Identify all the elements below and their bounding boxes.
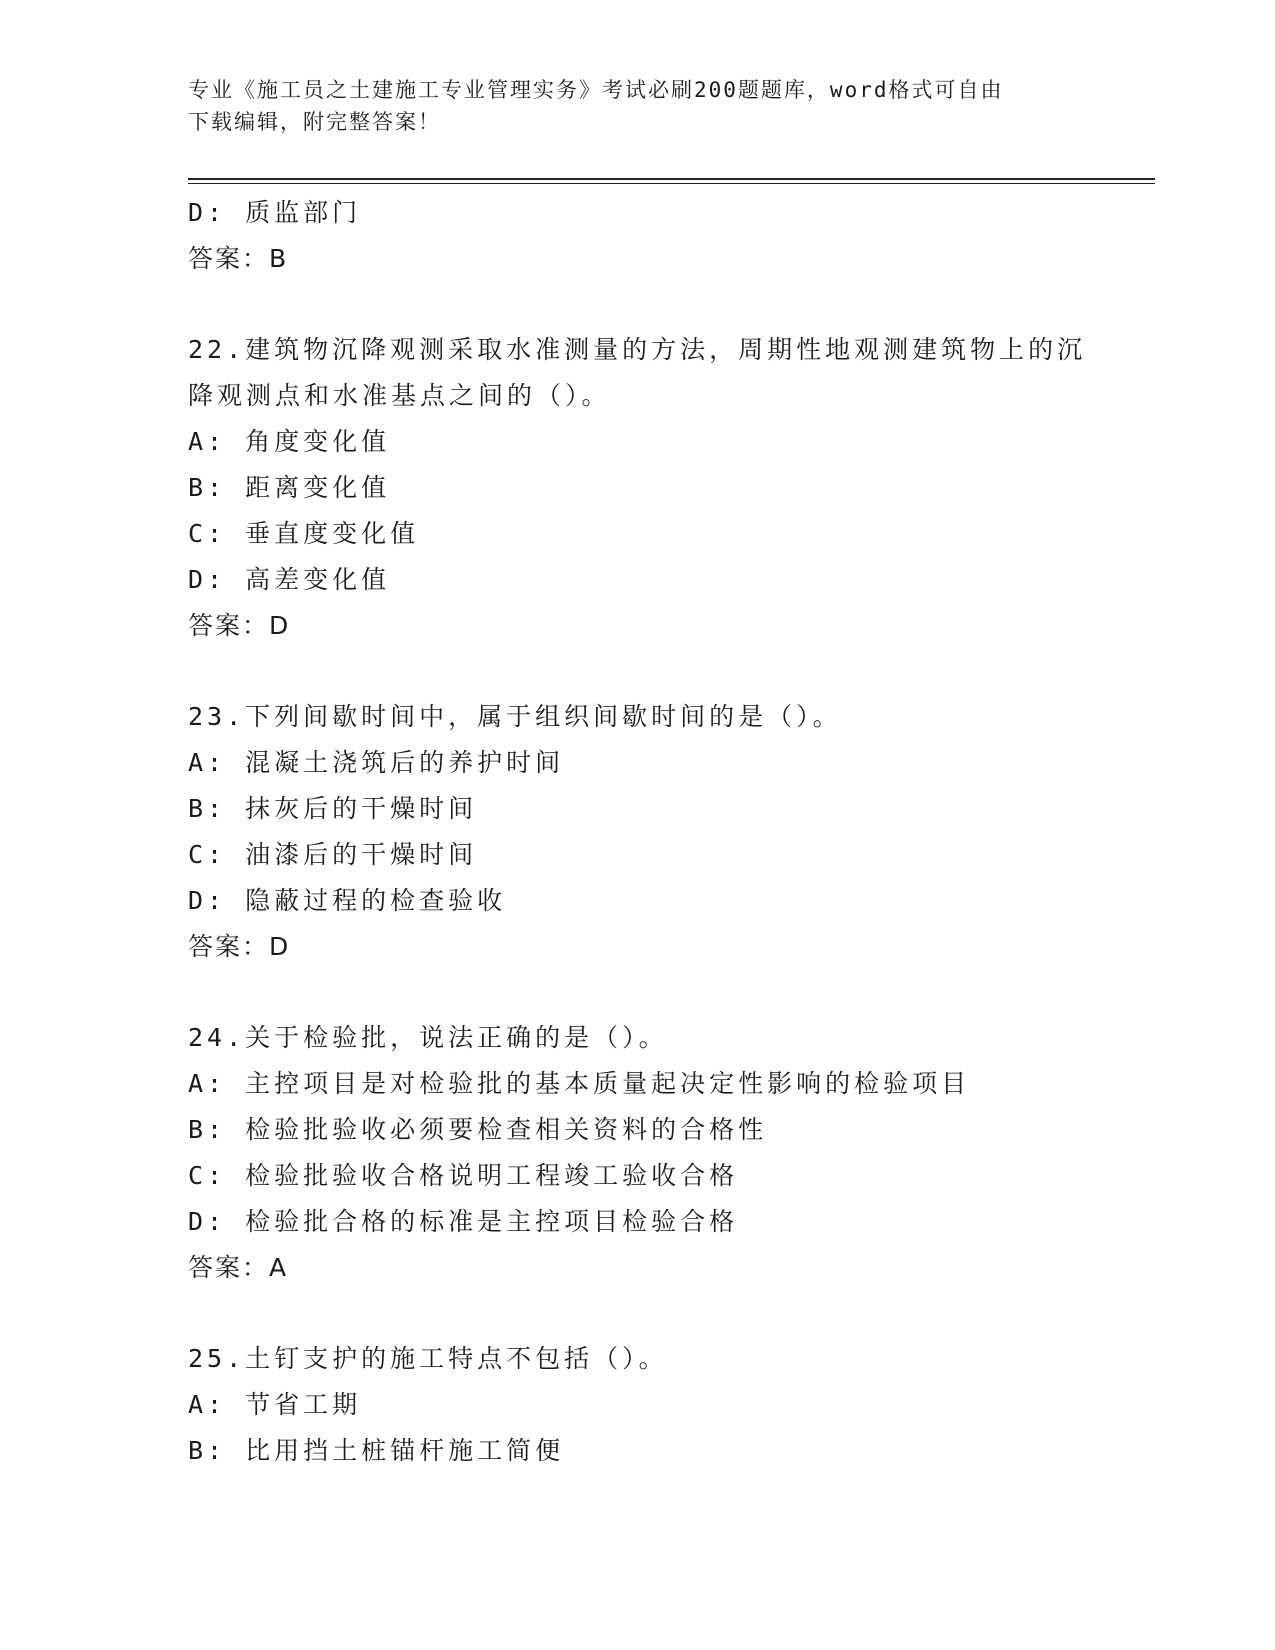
question-24 xyxy=(188,1015,1118,1291)
answer: 答案：B xyxy=(188,244,289,273)
header-line-2: 下载编辑，附完整答案！ xyxy=(188,110,441,134)
header-line-1: 专业《施工员之土建施工专业管理实务》考试必刷200题题库，word格式可自由 xyxy=(188,78,1004,102)
document-body xyxy=(188,190,1118,1474)
document-header xyxy=(188,74,1088,138)
answer: 答案：A xyxy=(188,1253,289,1282)
answer: 答案：D xyxy=(188,932,291,961)
question-21-tail xyxy=(188,190,1118,282)
question-stem: 24.关于检验批，说法正确的是（）。 xyxy=(188,1023,668,1052)
option-c: C: 垂直度变化值 xyxy=(188,519,420,548)
option-d: D: 质监部门 xyxy=(188,198,362,227)
question-stem: 25.土钉支护的施工特点不包括（）。 xyxy=(188,1344,668,1373)
question-23 xyxy=(188,694,1118,970)
question-22 xyxy=(188,327,1118,649)
option-a: A: 节省工期 xyxy=(188,1390,362,1419)
answer: 答案：D xyxy=(188,611,291,640)
option-d: D: 隐蔽过程的检查验收 xyxy=(188,886,507,915)
option-c: C: 油漆后的干燥时间 xyxy=(188,840,478,869)
option-b: B: 抹灰后的干燥时间 xyxy=(188,794,478,823)
option-a: A: 混凝土浇筑后的养护时间 xyxy=(188,748,565,777)
option-a: A: 角度变化值 xyxy=(188,427,391,456)
option-b: B: 距离变化值 xyxy=(188,473,391,502)
header-rule-thin xyxy=(188,183,1155,184)
question-stem-continued: 降观测点和水准基点之间的（）。 xyxy=(188,381,611,410)
option-a: A: 主控项目是对检验批的基本质量起决定性影响的检验项目 xyxy=(188,1069,971,1098)
option-b: B: 比用挡土桩锚杆施工简便 xyxy=(188,1436,565,1465)
option-d: D: 检验批合格的标准是主控项目检验合格 xyxy=(188,1207,739,1236)
option-d: D: 高差变化值 xyxy=(188,565,391,594)
question-stem: 22.建筑物沉降观测采取水准测量的方法，周期性地观测建筑物上的沉 xyxy=(188,335,1087,364)
option-c: C: 检验批验收合格说明工程竣工验收合格 xyxy=(188,1161,739,1190)
header-rule-thick xyxy=(188,178,1155,180)
question-stem: 23.下列间歇时间中，属于组织间歇时间的是（）。 xyxy=(188,702,842,731)
question-25 xyxy=(188,1336,1118,1474)
option-b: B: 检验批验收必须要检查相关资料的合格性 xyxy=(188,1115,768,1144)
